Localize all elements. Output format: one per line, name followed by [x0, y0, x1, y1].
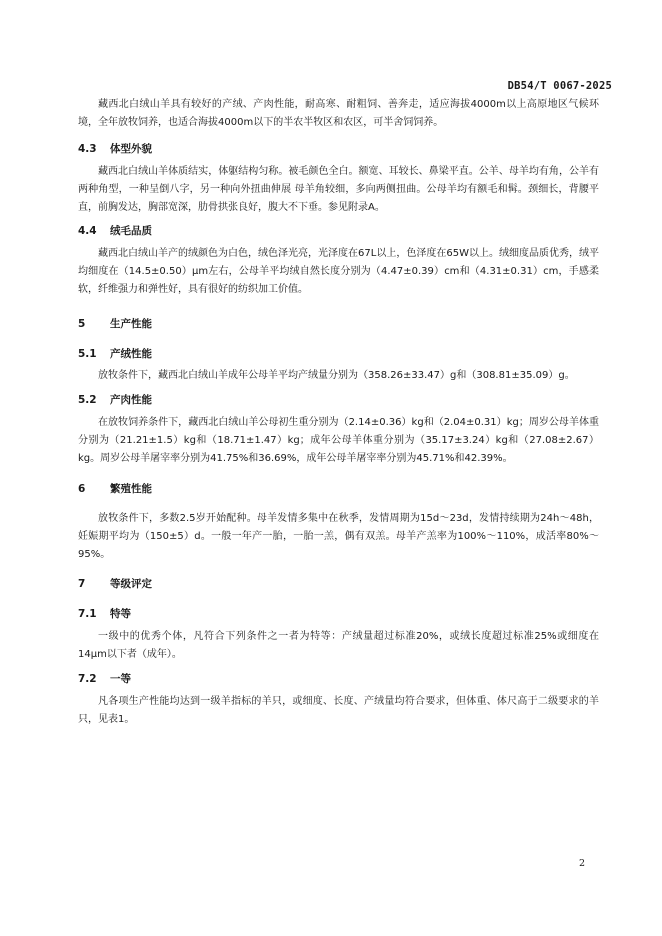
page-number: 2	[579, 858, 586, 869]
section-6-heading	[78, 481, 599, 497]
section-4-4-heading	[78, 223, 599, 239]
section-number: 6	[78, 483, 86, 495]
section-number: 5.2	[78, 394, 97, 406]
section-title: 产绒性能	[110, 348, 152, 360]
section-title: 生产性能	[110, 318, 152, 330]
section-number: 7.2	[78, 673, 97, 685]
section-title: 体型外貌	[110, 143, 152, 155]
section-5-heading	[78, 316, 599, 332]
section-title: 特等	[110, 608, 131, 620]
section-4-3-text: 藏西北白绒山羊体质结实，体躯结构匀称。被毛颜色全白。额宽、耳较长、鼻梁平直。公羊、母羊均有角，公羊有两种角型，一种呈倒八字，另一种向外扭曲伸展 母羊角较细，多向两侧扭曲。公母羊均有额毛和髯。颈细长，背腰平直，前胸发达，胸部宽深，肋骨拱张良好，腹大不下垂。参见附录A。	[78, 166, 599, 213]
section-number: 7.1	[78, 608, 97, 620]
section-number: 5	[78, 318, 86, 330]
section-title: 等级评定	[110, 578, 152, 590]
section-7-2-heading	[78, 671, 599, 687]
section-5-2-heading	[78, 392, 599, 408]
section-number: 7	[78, 578, 86, 590]
section-number: 4.3	[78, 143, 97, 155]
section-7-heading	[78, 576, 599, 592]
section-number: 4.4	[78, 225, 97, 237]
section-title: 一等	[110, 673, 131, 685]
section-5-2-text: 在放牧饲养条件下，藏西北白绒山羊公母初生重分别为（2.14±0.36）kg和（2.04±0.31）kg；周岁公母羊体重分别为（21.21±1.5）kg和（18.71±1.47）kg；成年公母羊体重分别为（35.17±3.24）kg和（27.08±2.67）kg。周岁公母羊屠宰率分别为41.75%和36.69%，成年公母羊屠宰率分别为45.71%和42.39%。	[78, 417, 599, 464]
section-4-4-text: 藏西北白绒山羊产的绒颜色为白色，绒色泽光亮，光泽度在67L以上，色泽度在65W以上。绒细度品质优秀，绒平均细度在（14.5±0.50）μm左右，公母羊平均绒自然长度分别为（4.47±0.39）cm和（4.31±0.31）cm，手感柔软，纤维强力和弹性好，具有很好的纺织加工价值。	[78, 248, 599, 295]
section-title: 繁殖性能	[110, 483, 152, 495]
section-5-1-text: 放牧条件下，藏西北白绒山羊成年公母羊平均产绒量分别为（358.26±33.47）g和（308.81±35.09）g。	[98, 370, 575, 381]
standard-code: DB54/T 0067-2025	[507, 80, 612, 92]
section-6-text: 放牧条件下，多数2.5岁开始配种。母羊发情多集中在秋季，发情周期为15d～23d，发情持续期为24h～48h，妊娠期平均为（150±5）d。一般一年产一胎，一胎一羔，偶有双羔。母羊产羔率为100%～110%，成活率80%～95%。	[78, 513, 599, 560]
section-5-1-heading	[78, 346, 599, 362]
section-7-1-text: 一级中的优秀个体，凡符合下列条件之一者为特等：产绒量超过标准20%，或绒长度超过标准25%或细度在14μm以下者（成年）。	[78, 631, 599, 660]
section-7-1-heading	[78, 606, 599, 622]
section-number: 5.1	[78, 348, 97, 360]
document-body	[78, 96, 599, 729]
intro-paragraph: 藏西北白绒山羊具有较好的产绒、产肉性能，耐高寒、耐粗饲、善奔走，适应海拔4000m以上高原地区气候环境，全年放牧饲养，也适合海拔4000m以下的半农半牧区和农区，可半舍饲饲养。	[78, 99, 599, 128]
section-4-3-heading	[78, 141, 599, 157]
section-title: 绒毛品质	[110, 225, 152, 237]
section-7-2-text: 凡各项生产性能均达到一级羊指标的羊只，或细度、长度、产绒量均符合要求，但体重、体尺高于二级要求的羊只，见表1。	[78, 696, 599, 725]
section-title: 产肉性能	[110, 394, 152, 406]
